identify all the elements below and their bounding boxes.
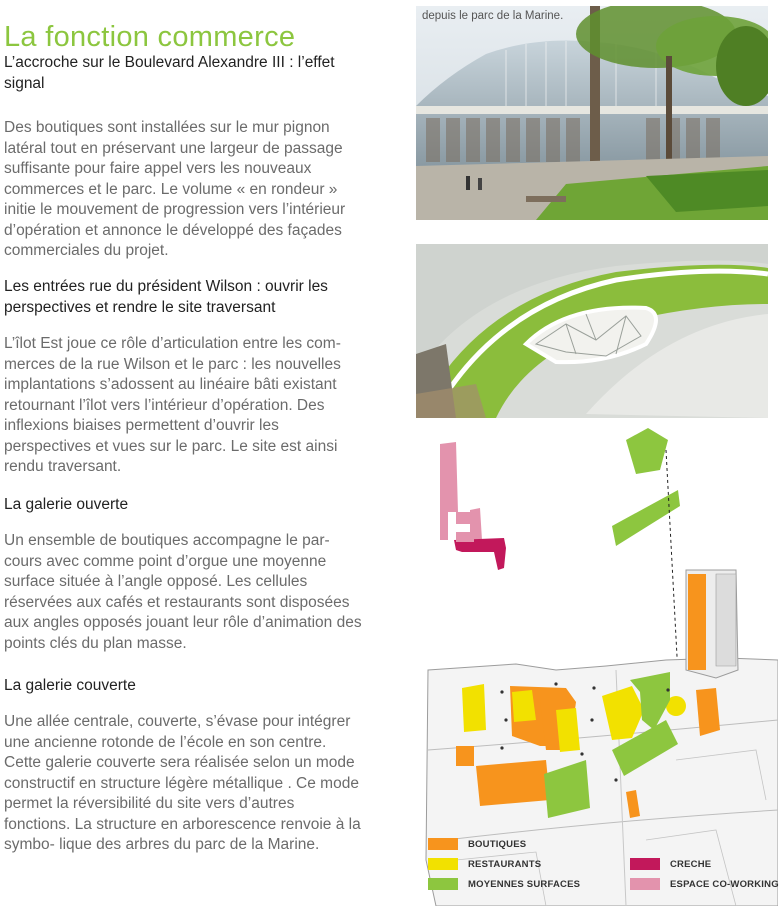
legend-item-espace-coworking (630, 877, 779, 891)
legend-item-boutiques (428, 837, 526, 851)
section-body: Un ensemble de boutiques accompagne le par- cours avec comme point d’orgue une moyenne surface située à l’angle opposé. Les cellules réservées aux cafés et restaurants sont disposées aux angles opposés jouant leur rôle d’animation des points clés du plan masse. (4, 532, 362, 652)
section-heading: Les entrées rue du président Wilson : ouvrir les perspectives et rendre le site traversant (4, 278, 328, 316)
section-heading: L’accroche sur le Boulevard Alexandre III : l’effet signal (4, 54, 335, 92)
photo-caption: depuis le parc de la Marine. (422, 10, 564, 22)
legend-swatch (428, 858, 458, 870)
section-body: Des boutiques sont installées sur le mur pignon latéral tout en préservant une largeur de passage suffisante pour faire appel vers les nouveaux commerces et le parc. Le volume « en rondeur » initie le mouvement de progression vers l’intérieur d’opération et annonce le développé des façades commerciales du projet. (4, 119, 346, 259)
creche-building (454, 538, 506, 570)
section-body: L’îlot Est joue ce rôle d’articulation entre les com- merces de la rue Wilson et le parc : les nouvelles implantations s’adossent au linéaire bâti existant retournant l’îlot vers l’intérieur d’opération. Des inflexions biaises permettent d’ouvrir les perspectives et vues sur le parc. Le site est ainsi rendu traversant. (4, 335, 341, 475)
legend-label: ESPACE CO-WORKING (670, 878, 779, 890)
section-heading: La galerie ouverte (4, 496, 129, 513)
legend-item-creche (630, 857, 711, 871)
section-heading: La galerie couverte (4, 677, 136, 694)
building-rendering-photo (416, 6, 768, 220)
aerial-roof-rendering-photo (416, 244, 768, 418)
section-body: Une allée centrale, couverte, s’évase pour intégrer une ancienne rotonde de l’école en son centre. Cette galerie couverte sera réalisée selon un mode constructif en structure légère métallique . Ce mode permet la réversibilité du site vers d’autres fonctions. La structure en arborescence renvoie à la symbo- lique des arbres du parc de la Marine. (4, 713, 361, 853)
legend-item-moyennes-surfaces (428, 877, 580, 891)
text-column (4, 52, 364, 856)
page-title: La fonction commerce (4, 21, 296, 54)
legend-swatch (428, 878, 458, 890)
legend-label: MOYENNES SURFACES (468, 878, 581, 890)
legend-item-restaurants (428, 857, 541, 871)
legend-swatch (428, 838, 458, 850)
legend-label: RESTAURANTS (468, 858, 542, 870)
coworking-building (440, 442, 482, 540)
legend-label: CRECHE (670, 858, 712, 870)
legend-swatch (630, 878, 660, 890)
site-plan-diagram (416, 420, 778, 906)
legend-swatch (630, 858, 660, 870)
legend-label: BOUTIQUES (468, 838, 527, 850)
